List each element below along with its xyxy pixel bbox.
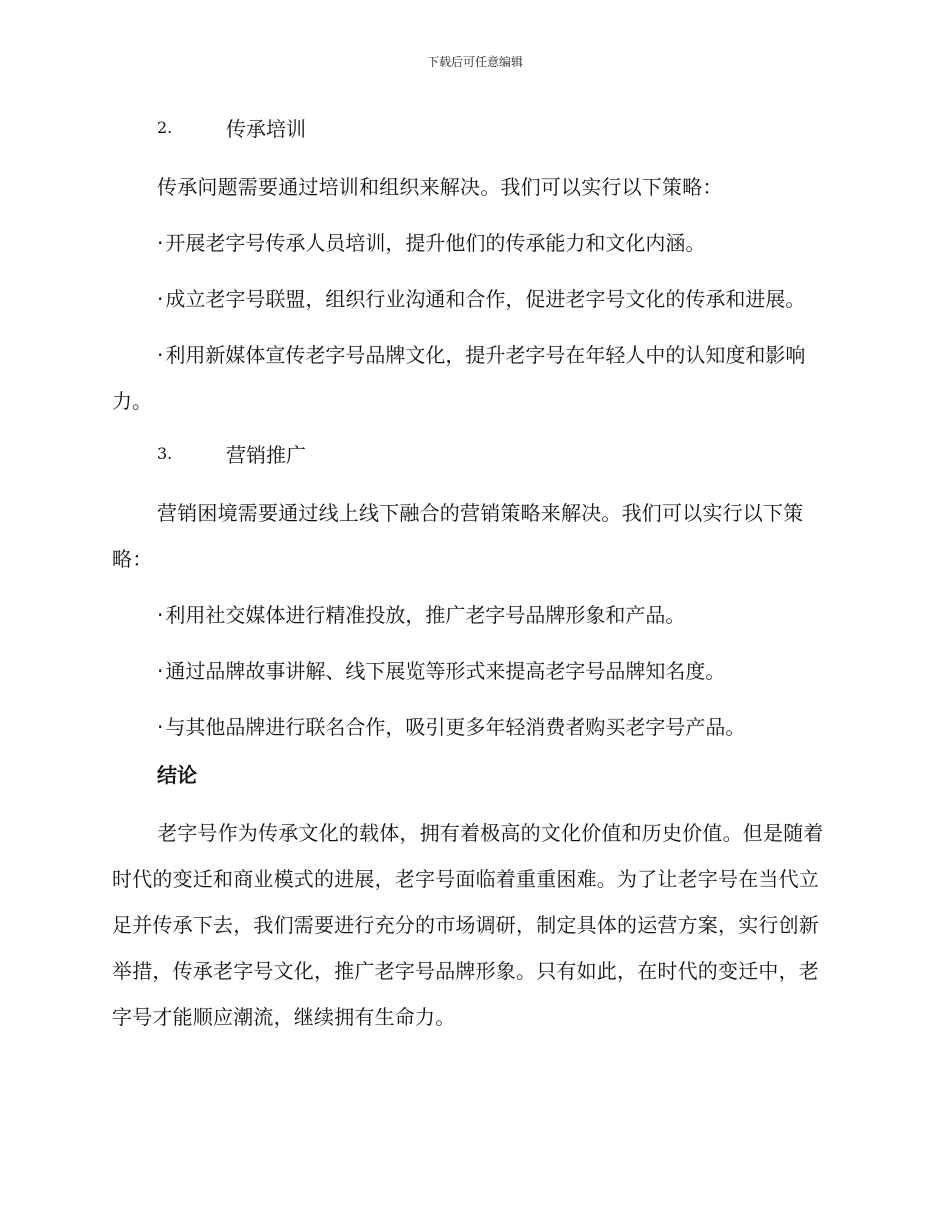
bullet-text: 与其他品牌进行联名合作，吸引更多年轻消费者购买老字号产品。 <box>165 715 746 739</box>
inheritance-bullet-3 <box>112 332 837 424</box>
section-number: 2. <box>157 117 173 137</box>
bullet-dot: · <box>157 231 164 255</box>
section-title: 营销推广 <box>226 442 306 467</box>
bullet-dot: · <box>157 343 164 367</box>
inheritance-intro: 传承问题需要通过培训和组织来解决。我们可以实行以下策略： <box>157 175 723 199</box>
bullet-text: 开展老字号传承人员培训，提升他们的传承能力和文化内涵。 <box>165 231 706 255</box>
inheritance-bullet-2 <box>112 276 837 322</box>
inheritance-bullet-1 <box>112 220 837 266</box>
section-heading-marketing <box>112 436 837 470</box>
bullet-text: 成立老字号联盟，组织行业沟通和合作，促进老字号文化的传承和进展。 <box>165 287 806 311</box>
marketing-bullet-2 <box>112 648 837 694</box>
marketing-bullet-3 <box>112 704 837 750</box>
conclusion-body: 老字号作为传承文化的载体，拥有着极高的文化价值和历史价值。但是随着时代的变迁和商业模式的进展，老字号面临着重重困难。为了让老字号在当代立足并传承下去，我们需要进行充分的市场调研，制定具体的运营方案，实行创新举措，传承老字号文化，推广老字号品牌形象。只有如此，在时代的变迁中，老字号才能顺应潮流，继续拥有生命力。 <box>112 821 824 1029</box>
bullet-dot: · <box>157 659 164 683</box>
marketing-intro: 营销困境需要通过线上线下融合的营销策略来解决。我们可以实行以下策略： <box>112 501 804 571</box>
bullet-dot: · <box>157 603 164 627</box>
header-note: 下载后可任意编辑 <box>426 55 523 69</box>
document-content <box>112 110 837 1050</box>
bullet-text: 利用新媒体宣传老字号品牌文化，提升老字号在年轻人中的认知度和影响力。 <box>112 343 806 413</box>
bullet-text: 利用社交媒体进行精准投放，推广老字号品牌形象和产品。 <box>165 603 686 627</box>
bullet-dot: · <box>157 715 164 739</box>
marketing-bullet-1 <box>112 592 837 638</box>
section-heading-inheritance <box>112 110 837 144</box>
bullet-text: 通过品牌故事讲解、线下展览等形式来提高老字号品牌知名度。 <box>165 659 726 683</box>
bullet-dot: · <box>157 287 164 311</box>
conclusion-title: 结论 <box>157 763 197 787</box>
section-title: 传承培训 <box>226 116 306 141</box>
section-number: 3. <box>157 443 173 463</box>
